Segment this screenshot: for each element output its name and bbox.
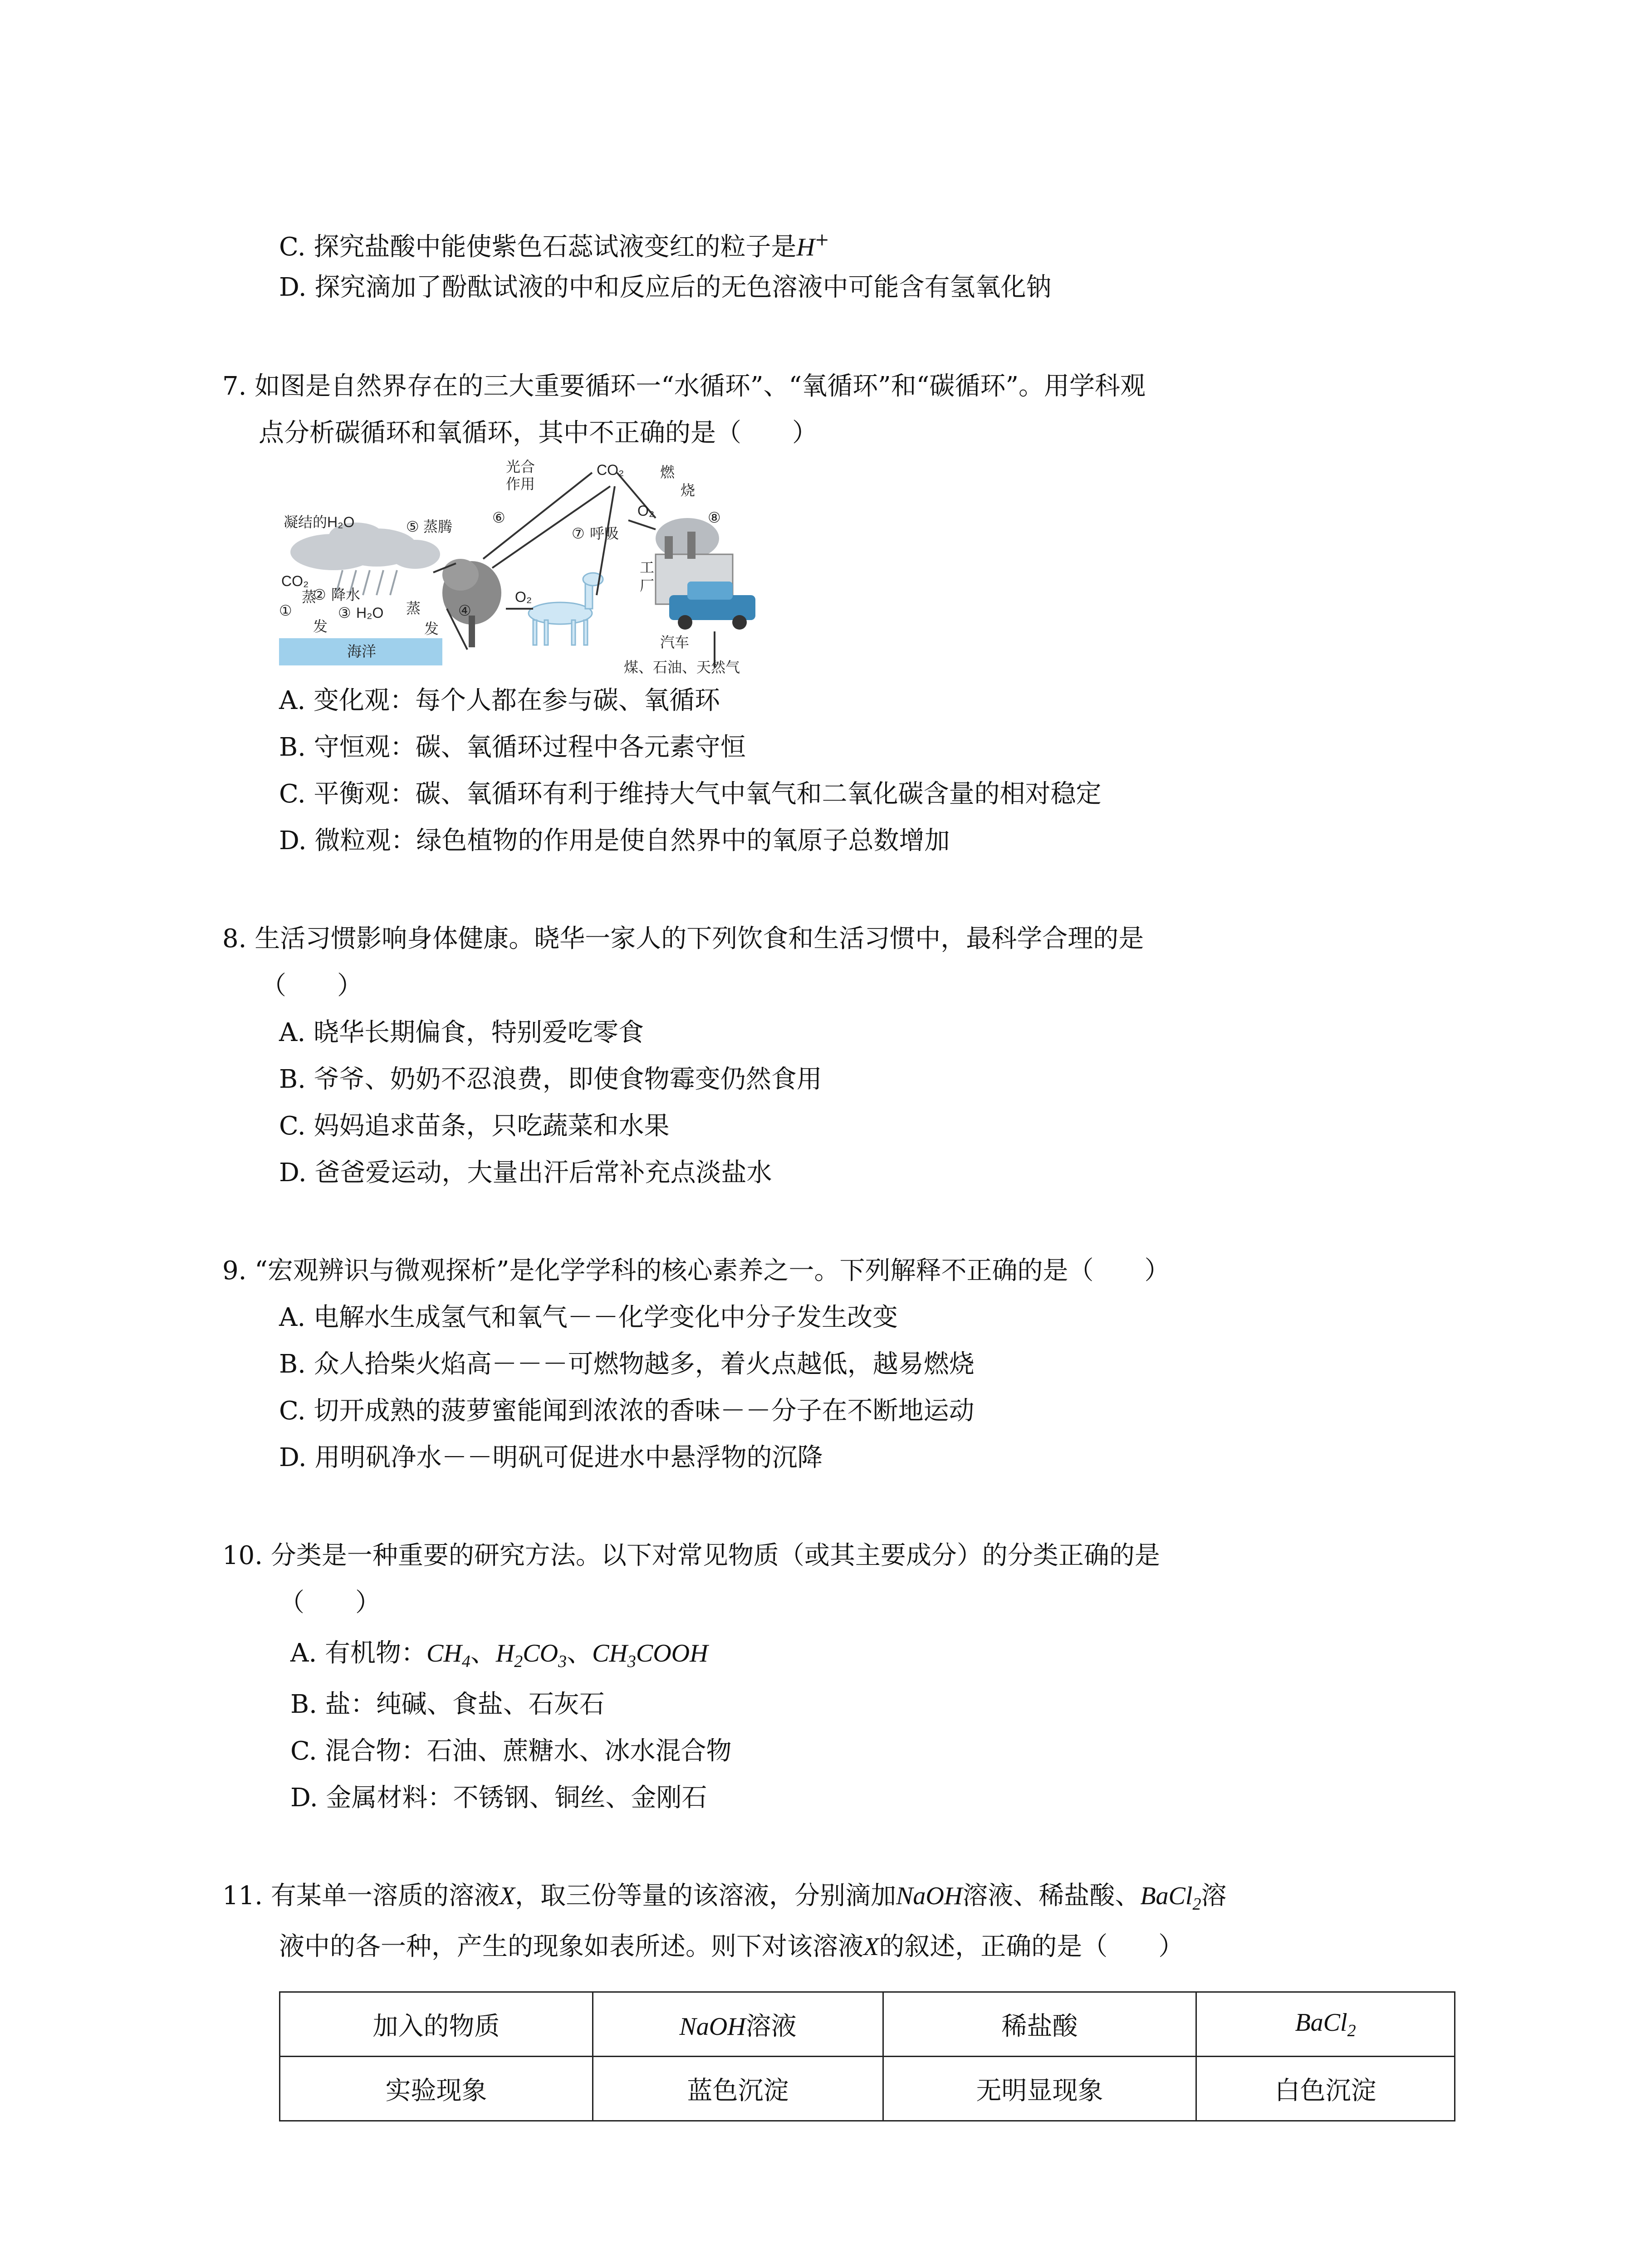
q7-option-b: B. 守恒观：碳、氧循环过程中各元素守恒: [279, 733, 746, 762]
label-n6: ⑥: [492, 509, 505, 526]
q8-option-d: D. 爸爸爱运动，大量出汗后常补充点淡盐水: [279, 1158, 772, 1188]
label-transpiration: 蒸腾: [423, 518, 453, 535]
q9-option-b: B. 众人拾柴火焰高－－－可燃物越多，着火点越低，越易燃烧: [279, 1349, 975, 1379]
label-car: 汽车: [660, 634, 690, 650]
label-precipitation: 降水: [331, 587, 361, 603]
deer-shape: [529, 573, 603, 645]
label-o2-mid: O₂: [637, 503, 655, 519]
label-n8: ⑧: [708, 509, 721, 526]
q7-option-d: D. 微粒观：绿色植物的作用是使自然界中的氧原子总数增加: [279, 826, 950, 855]
label-photosynthesis-1: 光合: [506, 459, 535, 475]
table-cell-no-change: 无明显现象: [883, 2057, 1196, 2121]
label-photosynthesis-2: 作用: [506, 476, 535, 492]
q6-option-c: C. 探究盐酸中能使紫色石蕊试液变红的粒子是H+: [279, 230, 829, 262]
label-n5: ⑤: [406, 518, 419, 535]
label-cloud-water: 凝结的H₂O: [284, 514, 355, 530]
tree-shape: [442, 559, 501, 647]
label-fa-b: 发: [424, 621, 439, 637]
q10-stem-line2: （ ）: [279, 1588, 381, 1618]
q8-option-b: B. 爷爷、奶奶不忍浪费，即使食物霉变仍然食用: [279, 1065, 822, 1094]
table-cell-header-naoh: NaOH溶液: [593, 1992, 883, 2057]
label-co2-left: CO₂: [281, 573, 309, 589]
q8-stem-line2: （ ）: [261, 971, 362, 1001]
table-row: [280, 1992, 1455, 2057]
label-respiration: 呼吸: [590, 525, 619, 542]
label-co2-top: CO₂: [597, 462, 624, 478]
label-burn-2: 烧: [681, 482, 696, 499]
q11-stem-line1: 11. 有某单一溶质的溶液X，取三份等量的该溶液，分别滴加NaOH溶液、稀盐酸、BaCl$_2$溶: [222, 1881, 1227, 1914]
label-evap-b: 蒸: [406, 600, 421, 616]
label-factory-2: 厂: [640, 577, 655, 594]
q7-stem-line1: 7. 如图是自然界存在的三大重要循环一“水循环”、“氧循环”和“碳循环”。用学科观: [222, 371, 1146, 401]
label-burn-1: 燃: [660, 464, 675, 480]
label-fuels: 煤、石油、天然气: [624, 659, 740, 675]
q11-table: [279, 1991, 1455, 2121]
q7-option-c: C. 平衡观：碳、氧循环有利于维持大气中氧气和二氧化碳含量的相对稳定: [279, 779, 1102, 809]
q10-option-d: D. 金属材料：不锈钢、铜丝、金刚石: [290, 1783, 707, 1813]
q11-stem-line2: 液中的各一种，产生的现象如表所述。则下对该溶液X的叙述，正确的是（ ）: [279, 1932, 1184, 1961]
table-cell-blue-precipitate: 蓝色沉淀: [593, 2057, 883, 2121]
label-n2: ②: [313, 587, 326, 603]
table-cell-phenomenon-label: 实验现象: [280, 2057, 593, 2121]
table-cell-header-substance: 加入的物质: [280, 1992, 593, 2057]
label-ocean: 海洋: [347, 643, 377, 660]
label-factory-1: 工: [640, 559, 655, 576]
label-n1: ①: [279, 602, 292, 619]
q8-option-a: A. 晓华长期偏食，特别爱吃零食: [279, 1018, 644, 1047]
label-fa-a: 发: [313, 618, 328, 635]
table-cell-header-bacl2: BaCl$_2$: [1196, 1992, 1455, 2057]
q10-option-a: A. 有机物：$CH_4$、$H_2CO_3$、$CH_3COOH$: [290, 1638, 708, 1671]
q9-stem: 9. “宏观辨识与微观探析”是化学学科的核心素养之一。下列解释不正确的是（ ）: [222, 1256, 1170, 1286]
q10-option-b: B. 盐：纯碱、食盐、石灰石: [290, 1690, 605, 1719]
q10-stem-line1: 10. 分类是一种重要的研究方法。以下对常见物质（或其主要成分）的分类正确的是: [222, 1541, 1160, 1570]
q6-option-d: D. 探究滴加了酚酞试液的中和反应后的无色溶液中可能含有氢氧化钠: [279, 273, 1052, 302]
label-evap-a: 蒸: [302, 589, 317, 605]
label-n3: ③: [338, 605, 351, 621]
label-n7: ⑦: [572, 525, 585, 542]
q9-option-a: A. 电解水生成氢气和氧气－－化学变化中分子发生改变: [279, 1303, 898, 1332]
table-cell-white-precipitate: 白色沉淀: [1196, 2057, 1455, 2121]
q9-option-c: C. 切开成熟的菠萝蜜能闻到浓浓的香味－－分子在不断地运动: [279, 1396, 975, 1426]
q7-stem-line2: 点分析碳循环和氧循环，其中不正确的是（ ）: [259, 418, 818, 448]
cycle-diagram: [279, 459, 764, 677]
q7-option-a: A. 变化观：每个人都在参与碳、氧循环: [279, 686, 720, 715]
q10-option-c: C. 混合物：石油、蔗糖水、冰水混合物: [290, 1736, 732, 1766]
q8-option-c: C. 妈妈追求苗条，只吃蔬菜和水果: [279, 1111, 670, 1141]
label-o2-low: O₂: [515, 589, 532, 605]
label-h2o: H₂O: [356, 605, 384, 621]
table-cell-header-hcl: 稀盐酸: [883, 1992, 1196, 2057]
table-row: [280, 2057, 1455, 2121]
q8-stem-line1: 8. 生活习惯影响身体健康。晓华一家人的下列饮食和生活习惯中，最科学合理的是: [222, 924, 1144, 953]
q9-option-d: D. 用明矾净水－－明矾可促进水中悬浮物的沉降: [279, 1443, 823, 1472]
label-n4: ④: [458, 602, 471, 619]
